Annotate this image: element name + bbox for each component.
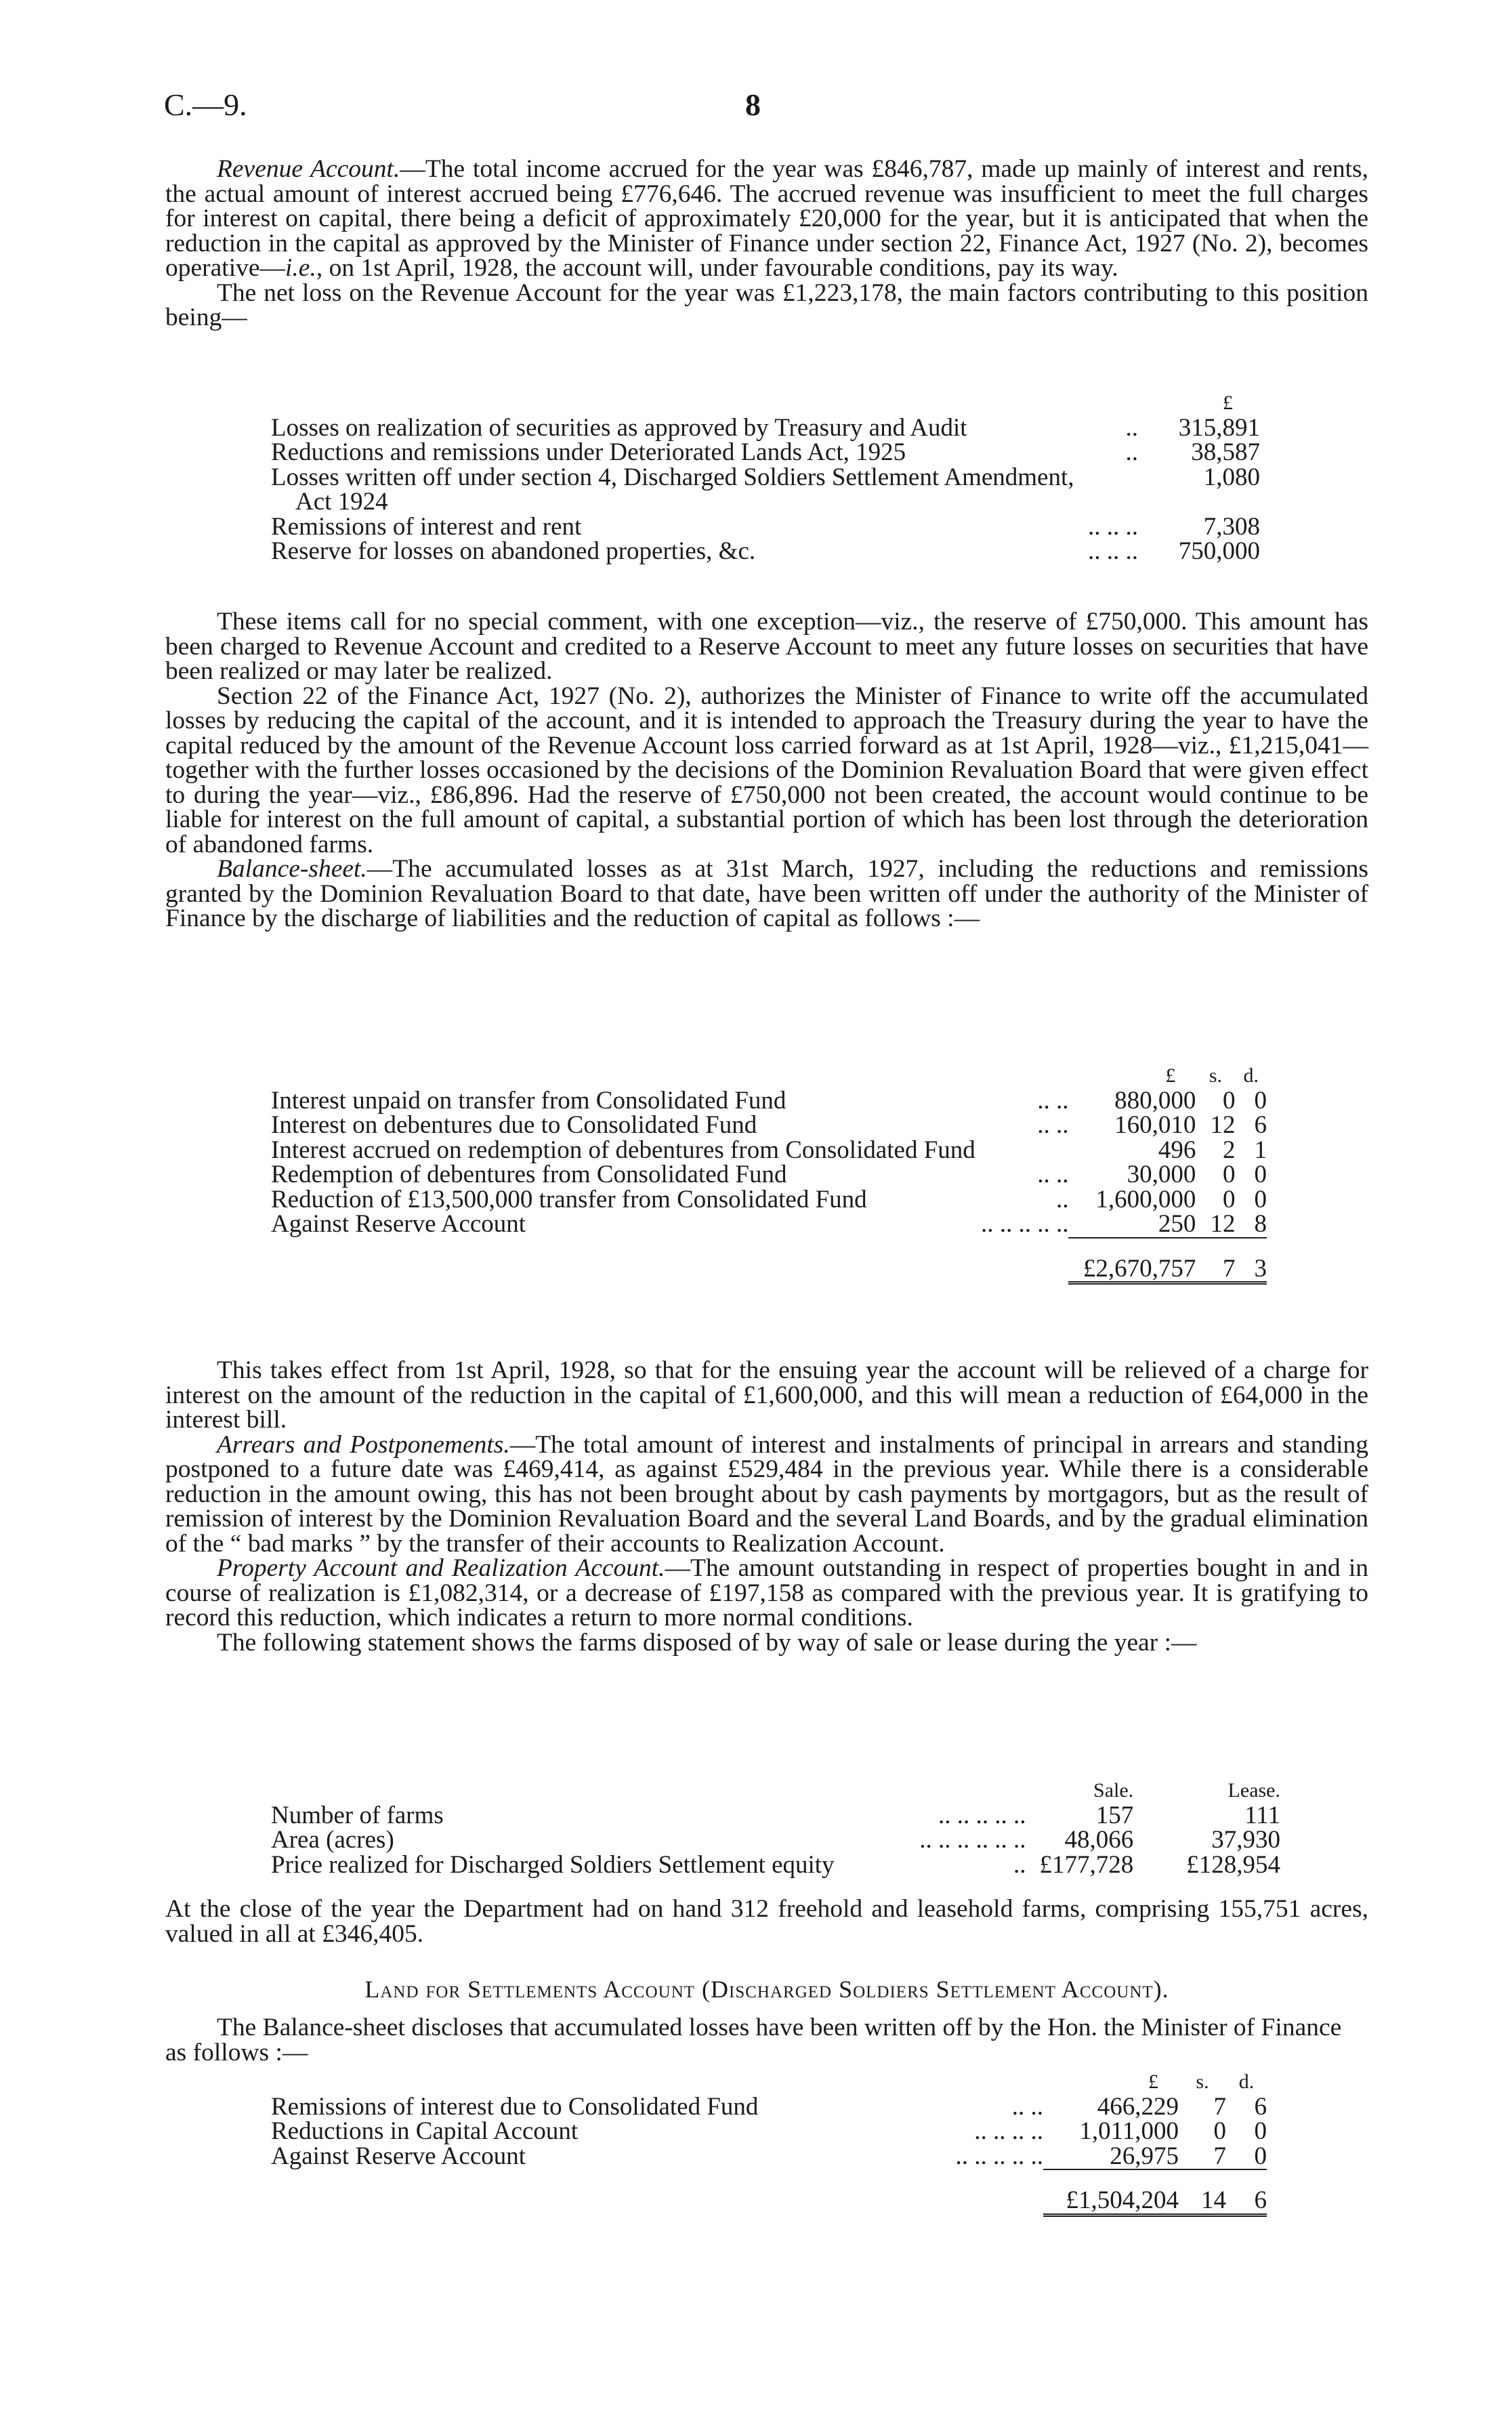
arrears-paragraph: Arrears and Postponements.—The total amount of interest and instalments of principal in arrears and standing postponed to a future date was £469,414, as against £529,484 in the previous year. While there is a considerable reduction in the amount owing, this has not been brought about by cash payments by mortgagors, but as the result of remission of interest by the Dominion Revaluation Board and the several Land Boards, and by the gradual elimination of the “ bad marks ” by the transfer of their accounts to Realization Account.	[165, 1430, 1368, 1558]
arrears-label: Arrears and Postponements.	[217, 1430, 510, 1459]
balance-sheet-table	[271, 1064, 1267, 1285]
revenue-account-label: Revenue Account.	[217, 155, 400, 183]
lfs-pounds-header: £	[1148, 2071, 1158, 2093]
reserve-section	[165, 610, 1368, 932]
table-row: Interest on debentures due to Consolidated Fund .. .. 160,010 12 6	[271, 1111, 1267, 1139]
table-row: Number of farms .. .. .. .. .. 157 111	[271, 1801, 1280, 1829]
lfs-total-pounds: £1,504,204	[1043, 2188, 1179, 2215]
table-row: Remissions of interest due to Consolidated Fund .. .. 466,229 7 6	[271, 2092, 1267, 2121]
pounds-header: £	[1165, 1064, 1176, 1087]
total-row	[271, 2188, 1267, 2215]
lfs-total-pence: 6	[1226, 2188, 1267, 2215]
table-row: Reductions and remissions under Deteriorated Lands Act, 1925 .. 38,587	[271, 438, 1260, 466]
table-row: Interest unpaid on transfer from Consolidated Fund .. .. 880,000 0 0	[271, 1086, 1267, 1115]
lfs-shillings-header: s.	[1196, 2071, 1209, 2093]
losses-table	[271, 391, 1260, 564]
table-row: Losses written off under section 4, Discharged Soldiers Settlement Amendment, Act 1924 1,080	[271, 463, 1260, 516]
lease-header: Lease.	[1227, 1779, 1280, 1802]
lfs-losses-table	[271, 2070, 1267, 2217]
subtotal-rule	[1068, 1238, 1267, 1257]
net-loss-paragraph: The net loss on the Revenue Account for the year was £1,223,178, the main factors contributing to this position being—	[165, 278, 1368, 331]
balance-sheet-label: Balance-sheet.	[217, 855, 367, 883]
table-row: Reductions in Capital Account .. .. .. .. 1,011,000 0 0	[271, 2117, 1267, 2145]
table-row: Reduction of £13,500,000 transfer from Consolidated Fund .. 1,600,000 0 0	[271, 1185, 1267, 1213]
effect-paragraph: This takes effect from 1st April, 1928, so that for the ensuing year the account will be relieved of a charge for interest on the amount of the reduction in the capital of £1,600,000, and this will mean a reduction of £64,000 in the interest bill.	[165, 1356, 1368, 1434]
table-row: Interest accrued on redemption of debentures from Consolidated Fund 496 2 1	[271, 1136, 1267, 1164]
farms-intro-paragraph: The following statement shows the farms disposed of by way of sale or lease during the year :—	[217, 1628, 1197, 1657]
balance-total-pounds: £2,670,757	[1068, 1257, 1196, 1283]
table-row: Redemption of debentures from Consolidated Fund .. .. 30,000 0 0	[271, 1161, 1267, 1188]
table-row: Price realized for Discharged Soldiers Settlement equity .. £177,728 £128,954	[271, 1850, 1280, 1879]
section-heading: Land for Settlements Account (Discharged Soldiers Settlement Account).	[364, 1976, 1169, 2003]
lfs-subtotal-rule	[1043, 2169, 1267, 2188]
total-row	[271, 1257, 1267, 1283]
lfs-pence-header: d.	[1238, 2071, 1255, 2093]
table-row: Reserve for losses on abandoned properties, &c. .. .. .. 750,000	[271, 537, 1260, 565]
reserve-paragraph: These items call for no special comment, with one exception—viz., the reserve of £750,000. This amount has been charged to Revenue Account and credited to a Reserve Account to meet any future losses on securities that have been realized or may later be realized.	[165, 608, 1368, 685]
balance-total-pence: 3	[1235, 1257, 1267, 1283]
table-row: Against Reserve Account .. .. .. .. .. 26,975 7 0	[271, 2142, 1267, 2170]
page-number: 8	[745, 87, 761, 122]
land-settlements-section	[165, 1975, 1368, 2065]
arrears-section	[165, 1358, 1368, 1655]
property-account-label: Property Account and Realization Account.	[217, 1554, 665, 1582]
sale-header: Sale.	[1093, 1779, 1134, 1802]
lfs-intro-paragraph: The Balance-sheet discloses that accumulated losses have been written off by the Hon. the Minister of Finance as follows :—	[165, 2014, 1342, 2066]
table-row: Losses on realization of securities as approved by Treasury and Audit .. 315,891	[271, 413, 1260, 442]
pence-header: d.	[1243, 1064, 1259, 1087]
balance-sheet-paragraph: Balance-sheet.—The accumulated losses as at 31st March, 1927, including the reductions and remissions granted by the Dominion Revaluation Board to that date, have been written off under the authority of the Minister of Finance by the discharge of liabilities and the reduction of capital as follows :—	[165, 855, 1368, 932]
farms-on-hand-paragraph: At the close of the year the Department had on hand 312 freehold and leasehold farms, comprising 155,751 acres, valued in all at £346,405.	[165, 1895, 1368, 1948]
table-row: Remissions of interest and rent .. .. .. 7,308	[271, 512, 1260, 541]
table-row: Area (acres) .. .. .. .. .. .. 48,066 37,930	[271, 1826, 1280, 1854]
farms-disposed-table	[271, 1779, 1280, 1877]
section-22-paragraph: Section 22 of the Finance Act, 1927 (No. 2), authorizes the Minister of Finance to write off the accumulated losses by reducing the capital of the account, and it is intended to approach the Treasury during the year to have the capital reduced by the amount of the Revenue Account loss carried forward as at 1st April, 1928—viz., £1,215,041—together with the further losses occasioned by the decisions of the Dominion Revaluation Board that were given effect to during the year—viz., £86,896. Had the reserve of £750,000 not been created, the account would continue to be liable for interest on the full amount of capital, a substantial portion of which has been lost through the deterioration of abandoned farms.	[165, 682, 1368, 858]
revenue-account-section	[165, 157, 1368, 331]
shillings-header: s.	[1209, 1064, 1223, 1087]
farms-on-hand-section	[165, 1897, 1368, 1947]
document-code: C.—9.	[164, 87, 247, 122]
balance-total-shillings: 7	[1196, 1257, 1235, 1283]
revenue-account-paragraph: Revenue Account.—The total income accrued for the year was £846,787, made up mainly of interest and rents, the actual amount of interest accrued being £776,646. The accrued revenue was insufficient to meet the full charges for interest on capital, there being a deficit of approximately £20,000 for the year, but it is anticipated that when the reduction in the capital as approved by the Minister of Finance under section 22, Finance Act, 1927 (No. 2), becomes operative—i.e., on 1st April, 1928, the account will, under favourable conditions, pay its way.	[165, 155, 1368, 282]
losses-currency-header: £	[1223, 392, 1233, 414]
property-account-paragraph: Property Account and Realization Account.—The amount outstanding in respect of properties bought in and in course of realization is £1,082,314, or a decrease of £197,158 as compared with the previous year. It is gratifying to record this reduction, which indicates a return to more normal conditions.	[165, 1554, 1368, 1631]
table-row: Against Reserve Account .. .. .. .. .. 250 12 8	[271, 1210, 1267, 1238]
lfs-total-shillings: 14	[1179, 2188, 1226, 2215]
